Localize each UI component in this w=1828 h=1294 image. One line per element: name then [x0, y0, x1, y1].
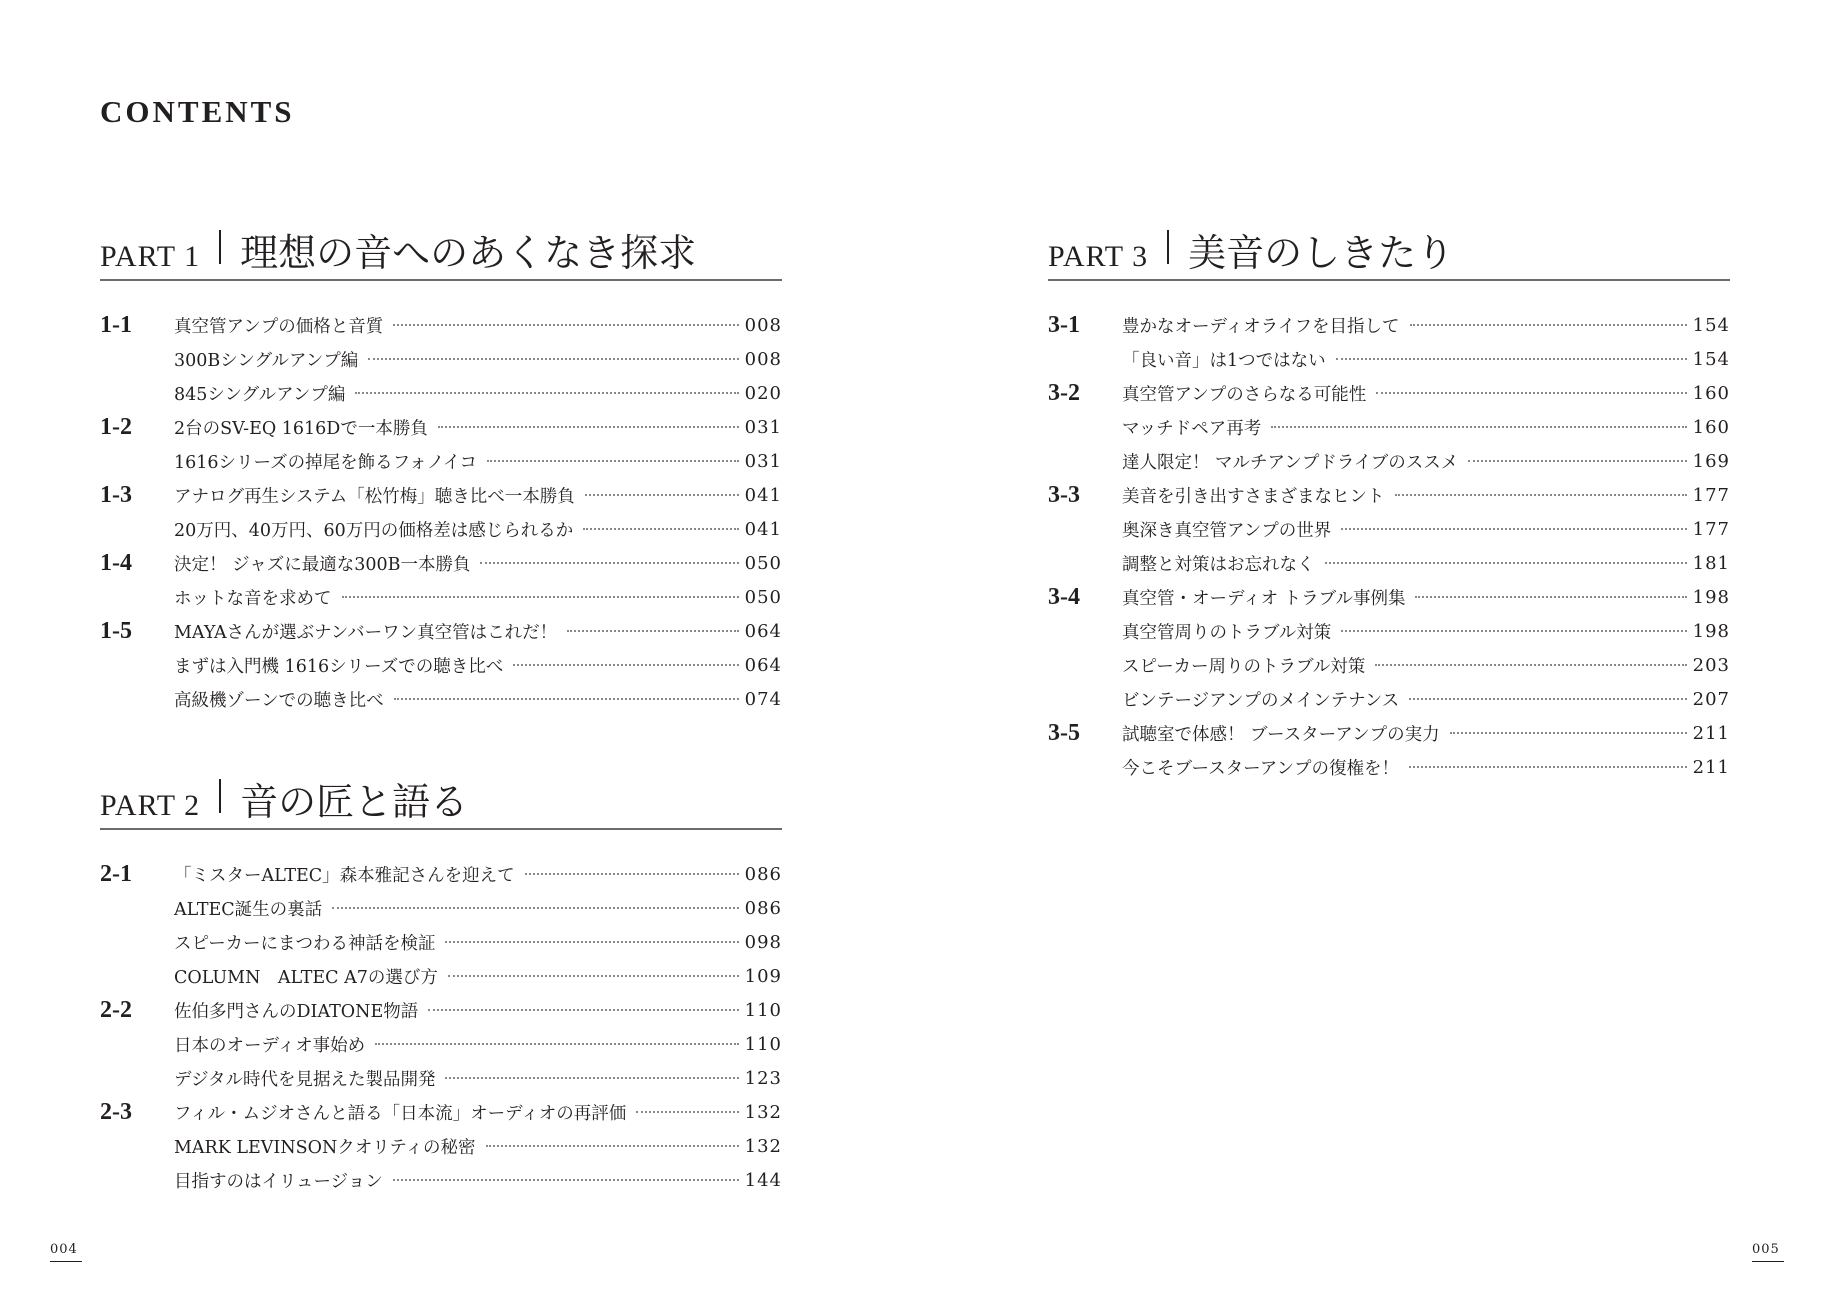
- section-number: 3-3: [1048, 481, 1080, 508]
- dot-leader: [355, 392, 738, 394]
- dot-leader: [1336, 358, 1687, 360]
- dot-leader: [585, 494, 739, 496]
- dot-leader: [393, 1179, 739, 1181]
- page-number-right: 005: [1752, 1242, 1784, 1262]
- dot-leader: [1375, 664, 1686, 666]
- toc-entry: [1048, 580, 1730, 614]
- toc-entry: [100, 891, 782, 925]
- toc-entry: [100, 1163, 782, 1197]
- toc-entry: [100, 512, 782, 546]
- section-number: 1-5: [100, 617, 132, 644]
- toc-entry: [100, 376, 782, 410]
- page-ref: 144: [744, 1169, 782, 1191]
- page-ref: 064: [744, 620, 782, 642]
- entry-title: スピーカー周りのトラブル対策: [1122, 656, 1366, 677]
- dot-leader: [567, 630, 739, 632]
- toc-entry: [100, 857, 782, 891]
- dot-leader: [583, 528, 738, 530]
- toc-entry: [1048, 342, 1730, 376]
- entry-title: ALTEC誕生の裏話: [174, 899, 323, 920]
- page-ref: 132: [744, 1135, 782, 1157]
- page-ref: 132: [744, 1101, 782, 1123]
- dot-leader: [445, 1077, 738, 1079]
- dot-leader: [1409, 698, 1686, 700]
- dot-leader: [1376, 392, 1686, 394]
- page-ref: 074: [744, 688, 782, 710]
- dot-leader: [428, 1009, 738, 1011]
- dot-leader: [636, 1111, 738, 1113]
- dot-leader: [1468, 460, 1686, 462]
- dot-leader: [448, 975, 739, 977]
- entry-title: 奥深き真空管アンプの世界: [1122, 520, 1332, 541]
- toc-entry: [1048, 376, 1730, 410]
- entry-title: 日本のオーディオ事始め: [174, 1035, 366, 1056]
- entry-title: 決定！ ジャズに最適な300B一本勝負: [174, 554, 471, 575]
- entry-title: 「良い音」は1つではない: [1122, 350, 1326, 371]
- page-ref: 211: [1692, 756, 1730, 778]
- toc-entry: [1048, 410, 1730, 444]
- entry-title: 今こそブースターアンプの復権を！: [1122, 758, 1400, 779]
- toc-entry: [100, 308, 782, 342]
- toc-entry: [1048, 716, 1730, 750]
- part-2-section: [100, 771, 782, 1197]
- toc-entry: [100, 546, 782, 580]
- toc-entry: [100, 1027, 782, 1061]
- section-number: 3-1: [1048, 311, 1080, 338]
- section-number: 3-4: [1048, 583, 1080, 610]
- page-ref: 177: [1692, 484, 1730, 506]
- part-header: [100, 222, 782, 281]
- page-ref: 041: [744, 484, 782, 506]
- toc-entry: [100, 580, 782, 614]
- section-number: 2-3: [100, 1098, 132, 1125]
- toc-entry: [1048, 512, 1730, 546]
- page-ref: 110: [744, 999, 782, 1021]
- part-label: PART 1: [100, 240, 201, 273]
- entry-title: 豊かなオーディオライフを目指して: [1122, 316, 1400, 337]
- page-ref: 086: [744, 863, 782, 885]
- entry-title: 高級機ゾーンでの聴き比べ: [174, 690, 384, 711]
- toc-entry: [100, 444, 782, 478]
- toc-list: [100, 857, 782, 1197]
- page-ref: 154: [1692, 314, 1730, 336]
- entry-title: 試聴室で体感！ ブースターアンプの実力: [1122, 724, 1440, 745]
- dot-leader: [1325, 562, 1687, 564]
- entry-title: MAYAさんが選ぶナンバーワン真空管はこれだ！: [174, 622, 558, 643]
- page-ref: 064: [744, 654, 782, 676]
- section-number: 2-1: [100, 860, 132, 887]
- dot-leader: [487, 460, 739, 462]
- entry-title: アナログ再生システム「松竹梅」聴き比べ一本勝負: [174, 486, 575, 507]
- entry-title: 300Bシングルアンプ編: [174, 350, 359, 371]
- page-ref: 203: [1692, 654, 1730, 676]
- section-number: 1-3: [100, 481, 132, 508]
- page-ref: 207: [1692, 688, 1730, 710]
- entry-title: まずは入門機 1616シリーズでの聴き比べ: [174, 656, 504, 677]
- dot-leader: [438, 426, 739, 428]
- toc-entry: [100, 1095, 782, 1129]
- page-ref: 050: [744, 586, 782, 608]
- entry-title: 「ミスターALTEC」森本雅記さんを迎えて: [174, 865, 515, 886]
- section-number: 3-5: [1048, 719, 1080, 746]
- entry-title: 目指すのはイリュージョン: [174, 1171, 383, 1192]
- entry-title: 2台のSV-EQ 1616Dで一本勝負: [174, 418, 428, 439]
- part-label: PART 2: [100, 789, 201, 822]
- page-ref: 098: [744, 931, 782, 953]
- toc-entry: [100, 614, 782, 648]
- page-ref: 050: [744, 552, 782, 574]
- page-ref: 020: [744, 382, 782, 404]
- toc-entry: [100, 478, 782, 512]
- entry-title: 真空管アンプのさらなる可能性: [1122, 384, 1367, 405]
- toc-entry: [100, 993, 782, 1027]
- toc-entry: [100, 1129, 782, 1163]
- page-ref: 086: [744, 897, 782, 919]
- page-ref: 110: [744, 1033, 782, 1055]
- toc-entry: [1048, 546, 1730, 580]
- part-divider: [219, 779, 221, 813]
- toc-entry: [1048, 750, 1730, 784]
- part-title: 美音のしきたり: [1188, 231, 1455, 275]
- dot-leader: [332, 907, 738, 909]
- toc-list: [1048, 308, 1730, 784]
- entry-title: ビンテージアンプのメインテナンス: [1122, 690, 1400, 711]
- dot-leader: [486, 1145, 739, 1147]
- toc-entry: [100, 342, 782, 376]
- dot-leader: [375, 1043, 739, 1045]
- part-header: [100, 771, 782, 830]
- entry-title: COLUMN ALTEC A7の選び方: [174, 967, 438, 988]
- part-header: [1048, 222, 1730, 281]
- part-title: 音の匠と語る: [240, 780, 469, 824]
- entry-title: 佐伯多門さんのDIATONE物語: [174, 1001, 419, 1022]
- toc-entry: [1048, 308, 1730, 342]
- page-ref: 198: [1692, 586, 1730, 608]
- dot-leader: [368, 358, 738, 360]
- toc-entry: [100, 925, 782, 959]
- entry-title: ホットな音を求めて: [174, 588, 332, 609]
- entry-title: 真空管周りのトラブル対策: [1122, 622, 1332, 643]
- section-number: 1-1: [100, 311, 132, 338]
- entry-title: デジタル時代を見据えた製品開発: [174, 1069, 436, 1090]
- toc-entry: [1048, 682, 1730, 716]
- contents-heading: CONTENTS: [100, 94, 295, 129]
- toc-list: [100, 308, 782, 716]
- entry-title: マッチドペア再考: [1122, 418, 1262, 439]
- dot-leader: [525, 873, 739, 875]
- page-ref: 181: [1692, 552, 1730, 574]
- page-ref: 160: [1692, 382, 1730, 404]
- page-ref: 031: [744, 450, 782, 472]
- section-number: 1-2: [100, 413, 132, 440]
- entry-title: 美音を引き出すさまざまなヒント: [1122, 486, 1385, 507]
- toc-entry: [100, 410, 782, 444]
- dot-leader: [1450, 732, 1687, 734]
- page-ref: 109: [744, 965, 782, 987]
- dot-leader: [1415, 596, 1686, 598]
- dot-leader: [1410, 324, 1687, 326]
- dot-leader: [1395, 494, 1687, 496]
- page-ref: 008: [744, 348, 782, 370]
- dot-leader: [1341, 528, 1686, 530]
- section-number: 1-4: [100, 549, 132, 576]
- entry-title: MARK LEVINSONクオリティの秘密: [174, 1137, 476, 1158]
- page-ref: 123: [744, 1067, 782, 1089]
- page-ref: 177: [1692, 518, 1730, 540]
- page-ref: 169: [1692, 450, 1730, 472]
- toc-entry: [100, 959, 782, 993]
- dot-leader: [342, 596, 739, 598]
- dot-leader: [1271, 426, 1686, 428]
- entry-title: 20万円、40万円、60万円の価格差は感じられるか: [174, 520, 574, 541]
- toc-entry: [100, 1061, 782, 1095]
- entry-title: 達人限定！ マルチアンプドライブのススメ: [1122, 452, 1459, 473]
- dot-leader: [480, 562, 738, 564]
- page-ref: 008: [744, 314, 782, 336]
- part-title: 理想の音へのあくなき探求: [240, 231, 697, 275]
- page-ref: 198: [1692, 620, 1730, 642]
- page-ref: 154: [1692, 348, 1730, 370]
- dot-leader: [393, 324, 738, 326]
- entry-title: スピーカーにまつわる神話を検証: [174, 933, 436, 954]
- part-1-section: [100, 222, 782, 716]
- toc-entry: [100, 682, 782, 716]
- dot-leader: [445, 941, 738, 943]
- page-ref: 041: [744, 518, 782, 540]
- page-ref: 211: [1692, 722, 1730, 744]
- part-divider: [1167, 230, 1169, 264]
- page-number-left: 004: [50, 1242, 82, 1262]
- page-ref: 160: [1692, 416, 1730, 438]
- part-divider: [219, 230, 221, 264]
- section-number: 2-2: [100, 996, 132, 1023]
- dot-leader: [1341, 630, 1686, 632]
- entry-title: 1616シリーズの掉尾を飾るフォノイコ: [174, 452, 478, 473]
- section-number: 3-2: [1048, 379, 1080, 406]
- dot-leader: [394, 698, 739, 700]
- toc-entry: [1048, 614, 1730, 648]
- entry-title: フィル・ムジオさんと語る「日本流」オーディオの再評価: [174, 1103, 627, 1124]
- entry-title: 真空管アンプの価格と音質: [174, 316, 384, 337]
- page-ref: 031: [744, 416, 782, 438]
- part-label: PART 3: [1048, 240, 1149, 273]
- part-3-section: [1048, 222, 1730, 784]
- entry-title: 調整と対策はお忘れなく: [1122, 554, 1315, 575]
- toc-entry: [100, 648, 782, 682]
- toc-entry: [1048, 648, 1730, 682]
- dot-leader: [1409, 766, 1687, 768]
- entry-title: 真空管・オーディオ トラブル事例集: [1122, 588, 1406, 609]
- entry-title: 845シングルアンプ編: [174, 384, 346, 405]
- dot-leader: [513, 664, 738, 666]
- toc-entry: [1048, 478, 1730, 512]
- toc-entry: [1048, 444, 1730, 478]
